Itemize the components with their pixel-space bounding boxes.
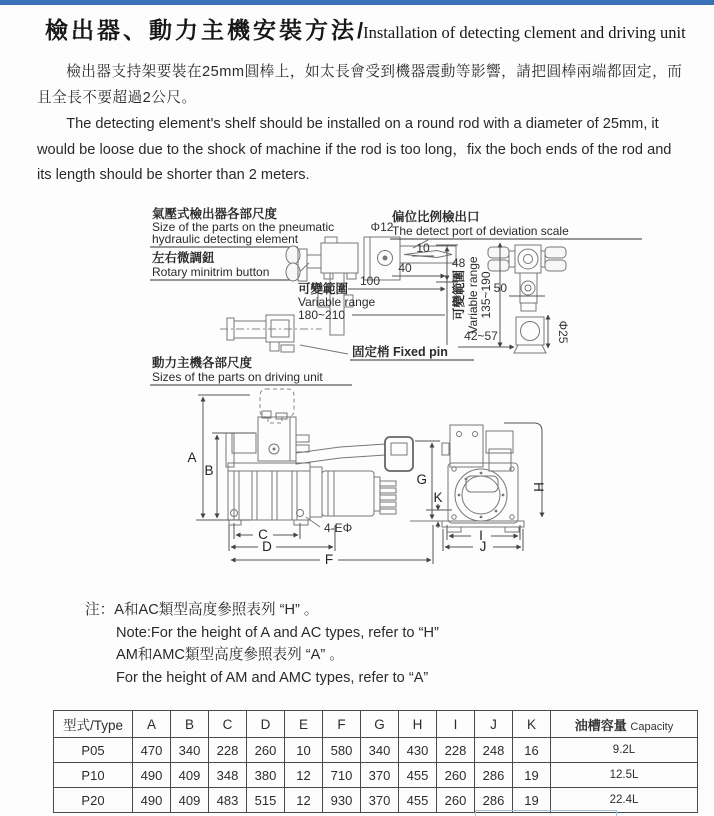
pneumatic-title-en1: Size of the parts on the pneumatic xyxy=(152,220,335,234)
dim-40: 40 xyxy=(398,261,412,275)
header-type: 型式/Type xyxy=(54,711,133,738)
cell-h: 455 xyxy=(399,788,437,813)
dim-phi12: Φ12 xyxy=(370,220,394,234)
pneumatic-title-zh: 氣壓式檢出器各部尺度 xyxy=(152,207,278,221)
dim-letter-a: A xyxy=(187,450,197,465)
dim-4-e-phi: 4-EΦ xyxy=(324,521,353,535)
dim-100: 100 xyxy=(359,274,381,288)
cell-type: P10 xyxy=(54,763,133,788)
header-g: G xyxy=(361,711,399,738)
cell-k: 19 xyxy=(513,788,551,813)
dim-10: 10 xyxy=(416,241,430,255)
cell-b: 409 xyxy=(171,763,209,788)
cell-capacity: 12.5L xyxy=(551,763,698,788)
dim-letter-j: J xyxy=(479,539,487,554)
header-k: K xyxy=(513,711,551,738)
cell-capacity: 9.2L xyxy=(551,738,698,763)
header-capacity-zh: 油槽容量 xyxy=(574,717,627,733)
dim-letter-c: C xyxy=(258,527,268,542)
fixed-pin-label: 固定梢 Fixed pin xyxy=(352,345,448,359)
note-line-1: 注：A和AC類型高度參照表列 “H” 。 xyxy=(85,602,319,618)
cell-type: P05 xyxy=(54,738,133,763)
range1-en: Variable range xyxy=(298,295,376,309)
note-line-3: AM和AMC類型高度參照表列 “A” 。 xyxy=(116,647,344,663)
cell-k: 16 xyxy=(513,738,551,763)
cell-e: 12 xyxy=(285,763,323,788)
cell-h: 455 xyxy=(399,763,437,788)
table-header-row xyxy=(54,711,698,738)
cell-f: 710 xyxy=(323,763,361,788)
detect-port-en: The detect port of deviation scale xyxy=(392,224,569,238)
cell-c: 483 xyxy=(209,788,247,813)
cell-b: 340 xyxy=(171,738,209,763)
cell-h: 430 xyxy=(399,738,437,763)
header-capacity xyxy=(551,711,698,738)
cell-c: 348 xyxy=(209,763,247,788)
header-e: E xyxy=(285,711,323,738)
header-b: B xyxy=(171,711,209,738)
dim-42-57: 42~57 xyxy=(464,329,498,343)
cell-d: 260 xyxy=(247,738,285,763)
dim-letter-k: K xyxy=(433,490,443,505)
cell-f: 930 xyxy=(323,788,361,813)
cell-j: 248 xyxy=(475,738,513,763)
cell-i: 260 xyxy=(437,788,475,813)
intro-paragraphs xyxy=(37,60,687,189)
dim-48: 48 xyxy=(452,256,466,270)
diagram-svg xyxy=(0,195,714,600)
header-j: J xyxy=(475,711,513,738)
table-row xyxy=(54,738,698,763)
dim-letter-f: F xyxy=(324,552,334,567)
header-capacity-en: Capacity xyxy=(630,720,674,733)
cell-k: 19 xyxy=(513,763,551,788)
header-i: I xyxy=(437,711,475,738)
cell-capacity: 22.4L xyxy=(551,788,698,813)
header-f: F xyxy=(323,711,361,738)
range2-value: 135~190 xyxy=(479,271,493,319)
notes-block xyxy=(85,599,439,689)
selection-highlight-box xyxy=(475,810,617,816)
knob-label-en: Rotary minitrim button xyxy=(152,265,270,279)
cell-e: 12 xyxy=(285,788,323,813)
cell-type: P20 xyxy=(54,788,133,813)
cell-g: 370 xyxy=(361,788,399,813)
range1-zh: 可變範圍 xyxy=(298,282,349,296)
title-chinese: 檢出器、動力主機安裝方法 xyxy=(45,17,357,43)
header-h: H xyxy=(399,711,437,738)
driving-title-zh: 動力主機各部尺度 xyxy=(152,356,253,370)
driving-unit-front-view xyxy=(442,425,524,532)
intro-paragraph-zh: 檢出器支持架要裝在25mm圓棒上，如太長會受到機器震動等影響，請把圓棒兩端都固定，而且全長不要超過2公尺。 xyxy=(37,64,683,106)
cell-a: 490 xyxy=(133,788,171,813)
top-accent-bar xyxy=(0,0,714,5)
cell-c: 228 xyxy=(209,738,247,763)
table-row xyxy=(54,788,698,813)
cell-f: 580 xyxy=(323,738,361,763)
cell-d: 515 xyxy=(247,788,285,813)
page-title xyxy=(45,12,705,45)
driving-title-en: Sizes of the parts on driving unit xyxy=(152,370,323,384)
range2-zh: 可變範圍 xyxy=(452,269,466,321)
table-row xyxy=(54,763,698,788)
title-divider: / xyxy=(357,18,364,43)
header-d: D xyxy=(247,711,285,738)
detect-port-zh: 偏位比例檢出口 xyxy=(392,210,480,224)
cell-i: 260 xyxy=(437,763,475,788)
cell-d: 380 xyxy=(247,763,285,788)
pneumatic-title-en2: hydraulic detecting element xyxy=(152,232,299,246)
cell-e: 10 xyxy=(285,738,323,763)
driving-unit-side-view xyxy=(226,389,450,525)
knob-label-zh: 左右微調鈕 xyxy=(152,251,215,265)
title-english: Installation of detecting clement and driving unit xyxy=(363,23,686,42)
dim-letter-b: B xyxy=(204,463,214,478)
dim-letter-d: D xyxy=(262,539,272,554)
spec-table xyxy=(53,710,698,813)
cell-g: 340 xyxy=(361,738,399,763)
cell-i: 228 xyxy=(437,738,475,763)
note-line-2: Note:For the height of A and AC types, refer to “H” xyxy=(116,624,439,641)
header-a: A xyxy=(133,711,171,738)
dim-letter-h: H xyxy=(531,482,546,492)
cell-j: 286 xyxy=(475,788,513,813)
dim-letter-i: I xyxy=(479,528,483,543)
cell-g: 370 xyxy=(361,763,399,788)
range1-value: 180~210 xyxy=(298,308,346,322)
header-c: C xyxy=(209,711,247,738)
dim-50: 50 xyxy=(493,281,507,295)
dim-letter-g: G xyxy=(416,472,427,487)
intro-paragraph-en: The detecting element's shelf should be installed on a round rod with a diameter of 25mm, it would be loose due to the shock of machine if the rod is too long，fix the boch ends of the rod and its length should be shorter than 2 meters. xyxy=(37,116,672,183)
technical-diagram xyxy=(0,195,714,600)
range2-en: Variable range xyxy=(466,256,480,334)
cell-a: 490 xyxy=(133,763,171,788)
cell-a: 470 xyxy=(133,738,171,763)
cell-j: 286 xyxy=(475,763,513,788)
note-line-4: For the height of AM and AMC types, refer to “A” xyxy=(116,669,429,686)
dim-phi25: Φ25 xyxy=(556,320,570,344)
cell-b: 409 xyxy=(171,788,209,813)
